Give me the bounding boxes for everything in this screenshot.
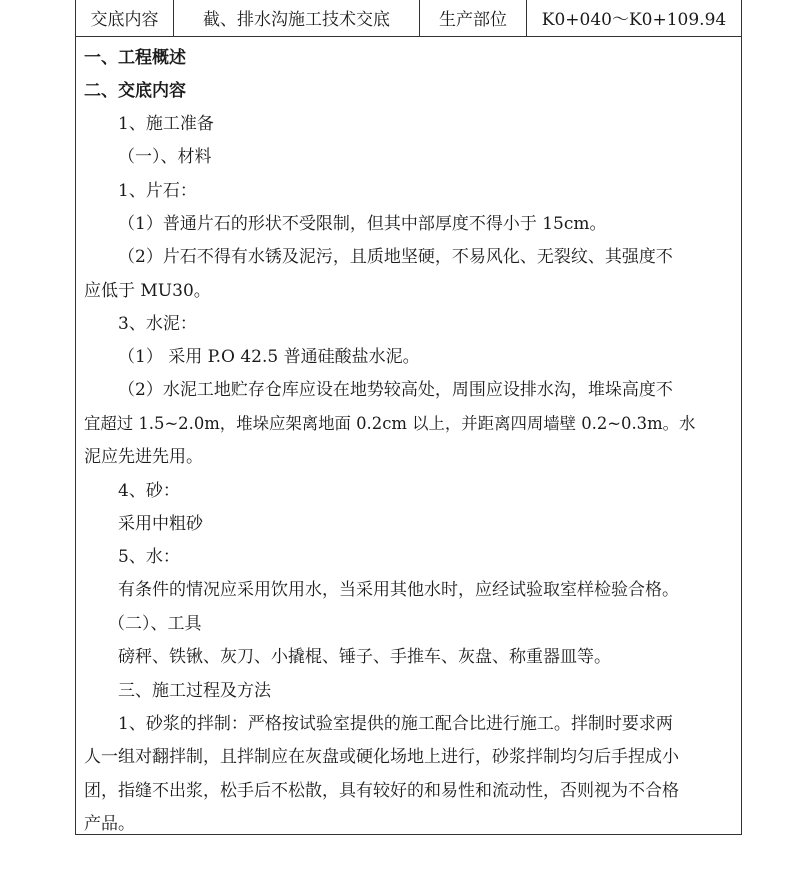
header-label-cell: 交底内容 xyxy=(76,0,174,37)
subsection-heading: （二）、工具 xyxy=(108,614,202,634)
header-row xyxy=(76,0,742,37)
paragraph-line: 1、砂浆的拌制：严格按试验室提供的施工配合比进行施工。拌制时要求两 xyxy=(118,714,673,734)
subsection-heading: 三、施工过程及方法 xyxy=(118,681,271,701)
item-heading: 3、水泥： xyxy=(118,314,197,334)
paragraph-line: 磅秤、铁锹、灰刀、小撬棍、锤子、手推车、灰盘、称重器皿等。 xyxy=(118,647,611,667)
paragraph-line: （1） 采用 P.O 42.5 普通硅酸盐水泥。 xyxy=(118,347,420,367)
paragraph-line: 泥应先进先用。 xyxy=(84,447,203,467)
paragraph-line: 有条件的情况应采用饮用水，当采用其他水时，应经试验取室样检验合格。 xyxy=(118,580,679,600)
paragraph-line: （1）普通片石的形状不受限制，但其中部厚度不得小于 15cm。 xyxy=(118,214,607,234)
document-title-cell: 截、排水沟施工技术交底 xyxy=(174,0,420,37)
paragraph-line: 采用中粗砂 xyxy=(118,514,203,534)
subsection-heading: （一）、材料 xyxy=(118,147,212,167)
paragraph-line: 产品。 xyxy=(84,814,135,834)
paragraph-line: （2）水泥工地贮存仓库应设在地势较高处，周围应设排水沟，堆垛高度不 xyxy=(118,380,673,400)
location-label-cell: 生产部位 xyxy=(420,0,527,37)
paragraph-line: 应低于 MU30。 xyxy=(84,281,211,301)
subsection-heading: 1、施工准备 xyxy=(118,114,214,134)
item-heading: 1、片石： xyxy=(118,181,197,201)
paragraph-line: 人一组对翻拌制，且拌制应在灰盘或硬化场地上进行，砂浆拌制均匀后手捏成小 xyxy=(84,747,679,767)
paragraph-line: （2）片石不得有水锈及泥污，且质地坚硬，不易风化、无裂纹、其强度不 xyxy=(118,247,673,267)
section-heading: 一、工程概述 xyxy=(84,48,186,68)
section-heading: 二、交底内容 xyxy=(84,81,186,101)
paragraph-line: 团，指缝不出浆，松手后不松散，具有较好的和易性和流动性，否则视为不合格 xyxy=(84,781,679,801)
item-heading: 5、水： xyxy=(118,547,180,567)
item-heading: 4、砂： xyxy=(118,481,180,501)
header-table xyxy=(75,0,742,37)
location-value-cell: K0+040～K0+109.94 xyxy=(527,0,742,37)
paragraph-line: 宜超过 1.5~2.0m，堆垛应架离地面 0.2cm 以上，并距离四周墙壁 0.2~0.3m。水 xyxy=(84,414,696,433)
